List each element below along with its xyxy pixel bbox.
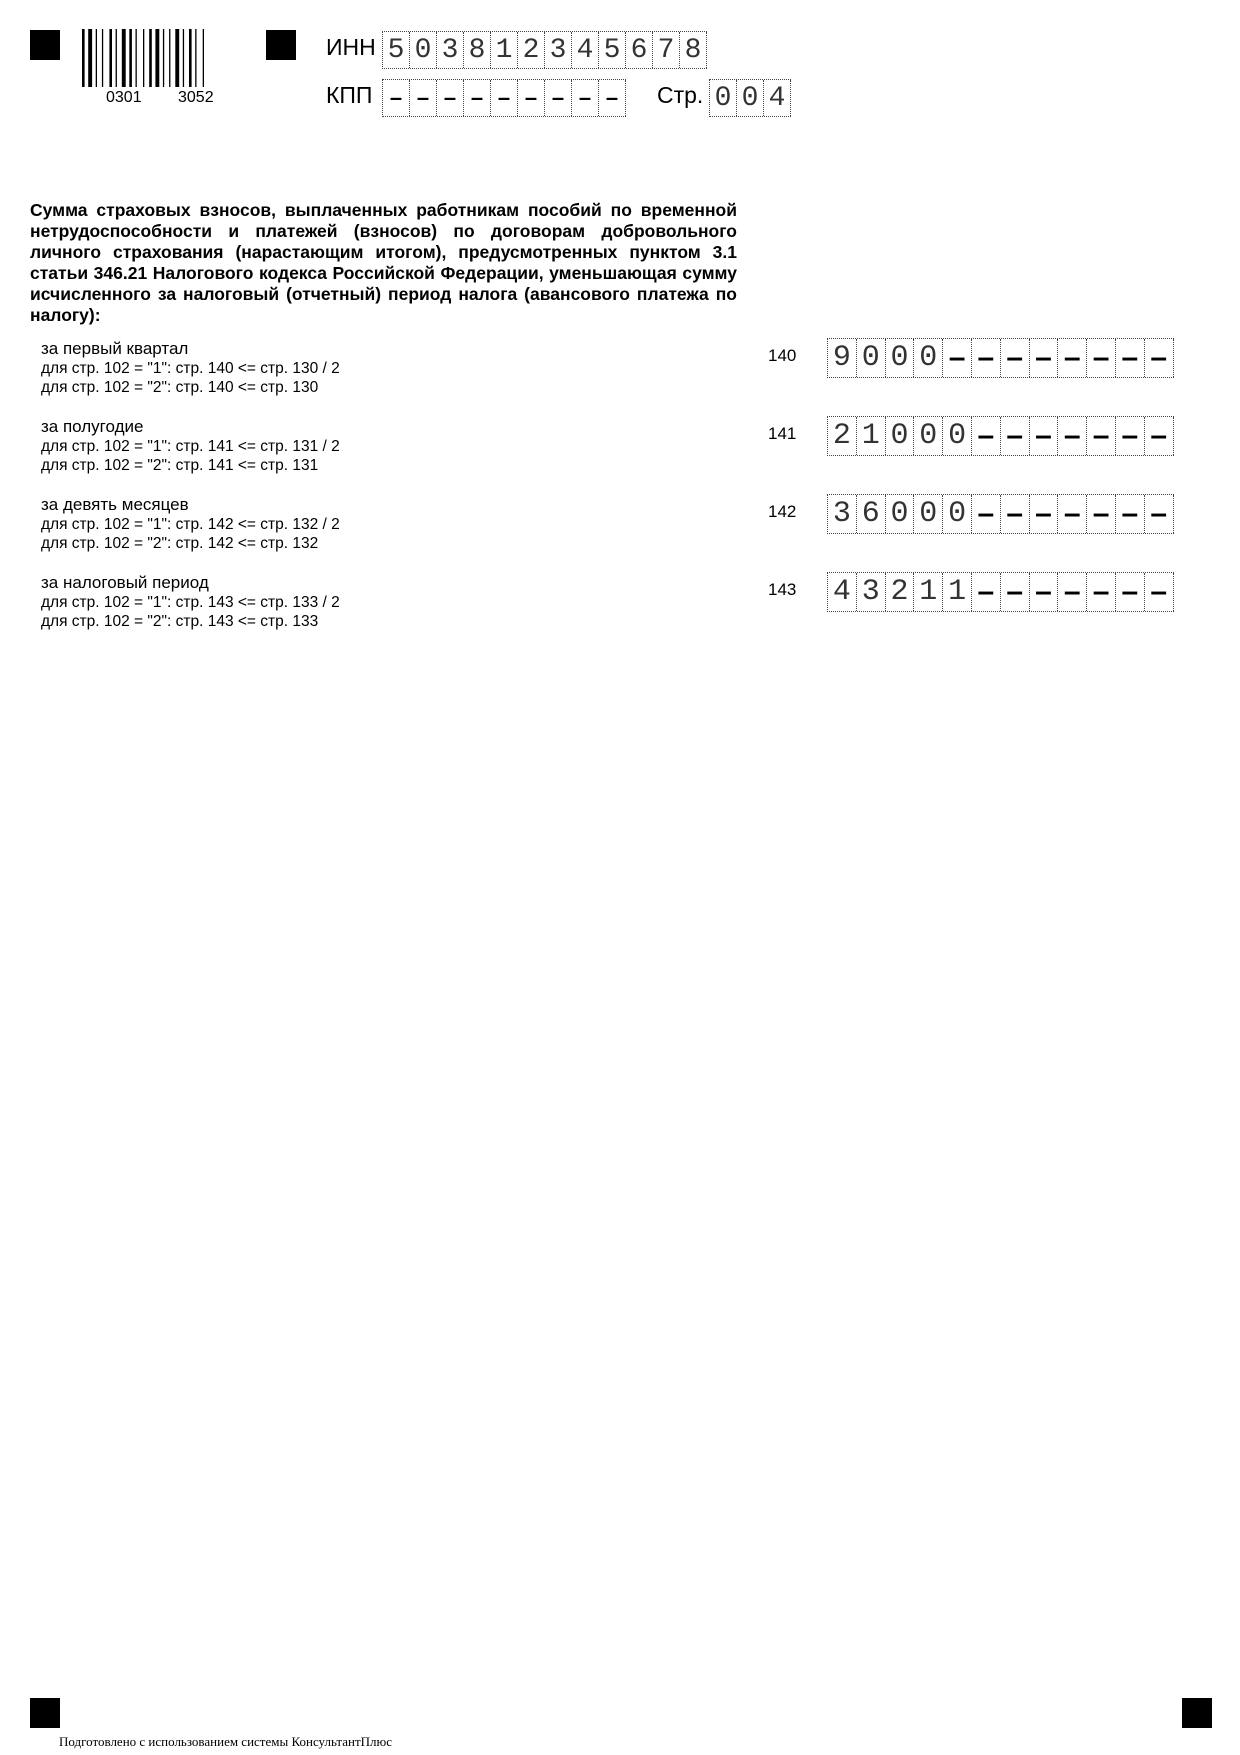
char-cell: 1 [857, 417, 886, 455]
row-note: для стр. 102 = "2": стр. 142 <= стр. 132 [41, 535, 319, 552]
char-cell: – [1030, 339, 1059, 377]
char-cell: 1 [943, 573, 972, 611]
char-cell: – [1001, 339, 1030, 377]
char-cell: – [1058, 417, 1087, 455]
char-cell: – [972, 573, 1001, 611]
char-cell: 5 [599, 32, 626, 68]
char-cell: 6 [857, 495, 886, 533]
char-cell: 0 [857, 339, 886, 377]
char-cell: – [1145, 495, 1174, 533]
line-code-140: 140 [768, 346, 797, 365]
char-cell: 0 [914, 417, 943, 455]
char-cell: – [437, 80, 464, 116]
char-cell: – [491, 80, 518, 116]
char-cell: 0 [710, 80, 737, 116]
char-cell: – [1116, 573, 1145, 611]
row-text-142 [41, 494, 641, 553]
char-cell: – [1145, 573, 1174, 611]
char-cell: 6 [626, 32, 653, 68]
value-cells-143 [827, 572, 1174, 612]
char-cell: 0 [914, 339, 943, 377]
char-cell: – [972, 417, 1001, 455]
char-cell: 9 [828, 339, 857, 377]
inn-label: ИНН [326, 34, 376, 60]
row-text-141 [41, 416, 641, 475]
barcode-image [82, 29, 242, 87]
row-title: за первый квартал [41, 339, 189, 358]
row-text-140 [41, 338, 641, 397]
char-cell: 8 [464, 32, 491, 68]
footer-note: Подготовлено с использованием системы КонсультантПлюс [59, 1734, 393, 1749]
char-cell: 3 [828, 495, 857, 533]
char-cell: 1 [491, 32, 518, 68]
char-cell: – [1116, 417, 1145, 455]
row-note: для стр. 102 = "1": стр. 143 <= стр. 133 / 2 [41, 594, 340, 611]
row-title: за налоговый период [41, 573, 209, 592]
registration-marker-top-left [30, 30, 60, 60]
char-cell: – [972, 495, 1001, 533]
kpp-cells [382, 79, 626, 117]
char-cell: 1 [914, 573, 943, 611]
line-code-142: 142 [768, 502, 797, 521]
char-cell: 4 [828, 573, 857, 611]
char-cell: 5 [383, 32, 410, 68]
char-cell: – [1058, 339, 1087, 377]
char-cell: – [518, 80, 545, 116]
char-cell: – [1145, 417, 1174, 455]
char-cell: – [1058, 573, 1087, 611]
registration-marker-bottom-left [30, 1698, 60, 1728]
char-cell: 2 [828, 417, 857, 455]
registration-marker-bottom-right [1182, 1698, 1212, 1728]
char-cell: – [383, 80, 410, 116]
inn-cells [382, 31, 707, 69]
char-cell: 0 [886, 339, 915, 377]
char-cell: – [1087, 573, 1116, 611]
char-cell: – [464, 80, 491, 116]
char-cell: 4 [572, 32, 599, 68]
char-cell: – [1001, 573, 1030, 611]
row-note: для стр. 102 = "1": стр. 142 <= стр. 132 / 2 [41, 516, 340, 533]
char-cell: 4 [764, 80, 791, 116]
char-cell: 2 [518, 32, 545, 68]
page-number-cells [709, 79, 791, 117]
row-title: за полугодие [41, 417, 144, 436]
char-cell: 0 [410, 32, 437, 68]
row-note: для стр. 102 = "2": стр. 140 <= стр. 130 [41, 379, 319, 396]
char-cell: – [1030, 495, 1059, 533]
char-cell: – [943, 339, 972, 377]
char-cell: – [1087, 495, 1116, 533]
char-cell: – [1116, 339, 1145, 377]
char-cell: – [572, 80, 599, 116]
line-code-143: 143 [768, 580, 797, 599]
char-cell: 0 [886, 495, 915, 533]
barcode-left-number: 0301 [106, 89, 142, 106]
char-cell: – [1001, 495, 1030, 533]
page-number-label: Стр. [657, 82, 704, 108]
char-cell: 0 [943, 495, 972, 533]
row-note: для стр. 102 = "2": стр. 141 <= стр. 131 [41, 457, 319, 474]
char-cell: 0 [886, 417, 915, 455]
char-cell: – [1087, 339, 1116, 377]
registration-marker-top-right [266, 30, 296, 60]
char-cell: – [1087, 417, 1116, 455]
char-cell: – [1145, 339, 1174, 377]
char-cell: 3 [545, 32, 572, 68]
kpp-label: КПП [326, 82, 373, 108]
char-cell: – [599, 80, 626, 116]
barcode-right-number: 3052 [178, 89, 214, 106]
char-cell: 7 [653, 32, 680, 68]
char-cell: 3 [437, 32, 464, 68]
section-heading: Сумма страховых взносов, выплаченных работникам пособий по временной нетрудоспособности и платежей (взносов) по договорам добровольного личного страхования (нарастающим итогом), предусмотренных пунктом 3.1 статьи 346.21 Налогового кодекса Российской Федерации, уменьшающая сумму исчисленного за налоговый (отчетный) период налога (авансового платежа по налогу): [30, 200, 737, 325]
char-cell: – [545, 80, 572, 116]
char-cell: – [1116, 495, 1145, 533]
char-cell: – [1058, 495, 1087, 533]
row-note: для стр. 102 = "2": стр. 143 <= стр. 133 [41, 613, 319, 630]
char-cell: – [1030, 417, 1059, 455]
row-title: за девять месяцев [41, 495, 189, 514]
char-cell: 0 [943, 417, 972, 455]
char-cell: 0 [914, 495, 943, 533]
char-cell: 2 [886, 573, 915, 611]
line-code-141: 141 [768, 424, 797, 443]
value-cells-141 [827, 416, 1174, 456]
char-cell: 3 [857, 573, 886, 611]
row-note: для стр. 102 = "1": стр. 140 <= стр. 130 / 2 [41, 360, 340, 377]
char-cell: 0 [737, 80, 764, 116]
char-cell: – [410, 80, 437, 116]
value-cells-140 [827, 338, 1174, 378]
value-cells-142 [827, 494, 1174, 534]
char-cell: 8 [680, 32, 707, 68]
row-text-143 [41, 572, 641, 631]
char-cell: – [972, 339, 1001, 377]
row-note: для стр. 102 = "1": стр. 141 <= стр. 131 / 2 [41, 438, 340, 455]
char-cell: – [1001, 417, 1030, 455]
char-cell: – [1030, 573, 1059, 611]
